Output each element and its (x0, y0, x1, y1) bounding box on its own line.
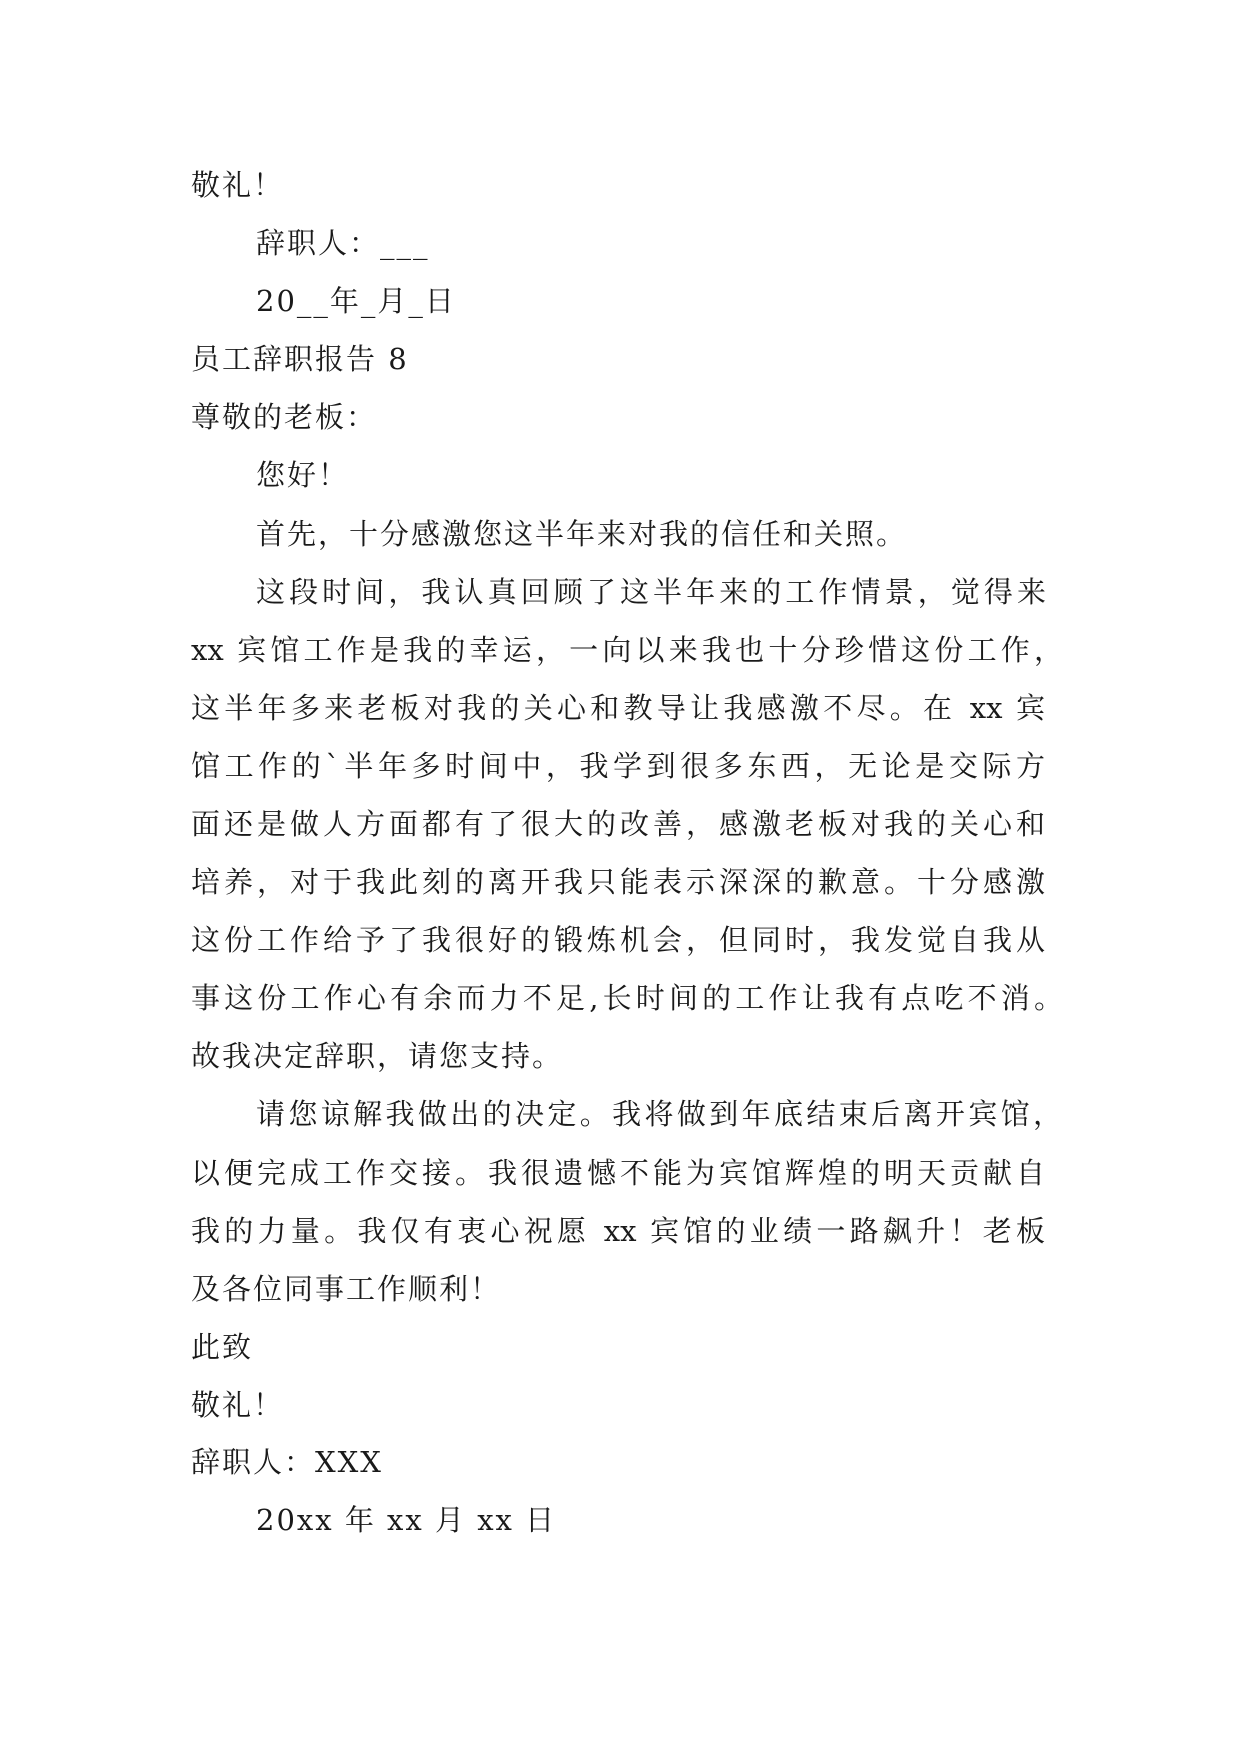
paragraph-line: 这半年多来老板对我的关心和教导让我感激不尽。在 xx 宾 (191, 691, 1045, 725)
paragraph-line: 这段时间，我认真回顾了这半年来的工作情景，觉得来 (256, 575, 1046, 609)
date-line: 20__年_月_日 (256, 284, 456, 318)
paragraph-line: xx 宾馆工作是我的幸运，一向以来我也十分珍惜这份工作， (191, 633, 1063, 667)
date-line: 20xx 年 xx 月 xx 日 (256, 1503, 557, 1537)
signature-line: 辞职人：XXX (191, 1445, 383, 1479)
paragraph-line: 这份工作给予了我很好的锻炼机会，但同时，我发觉自我从 (191, 923, 1045, 957)
paragraph-line: 事这份工作心有余而力不足,长时间的工作让我有点吃不消。 (191, 981, 1063, 1015)
paragraph-line: 我的力量。我仅有衷心祝愿 xx 宾馆的业绩一路飙升！老板 (191, 1214, 1045, 1248)
closing-phrase: 此致 (191, 1330, 254, 1364)
paragraph-line: 面还是做人方面都有了很大的改善，感激老板对我的关心和 (191, 807, 1045, 841)
paragraph-line: 首先，十分感激您这半年来对我的信任和关照。 (256, 517, 908, 551)
paragraph-line: 故我决定辞职，请您支持。 (191, 1039, 564, 1073)
signature-line: 辞职人：___ (256, 226, 430, 260)
opening-line: 您好！ (256, 458, 350, 492)
paragraph-line: 请您谅解我做出的决定。我将做到年底结束后离开宾馆， (256, 1097, 1062, 1131)
paragraph-line: 培养，对于我此刻的离开我只能表示深深的歉意。十分感激 (191, 865, 1045, 899)
paragraph-line: 馆工作的`半年多时间中，我学到很多东西，无论是交际方 (191, 749, 1045, 783)
section-heading: 员工辞职报告 8 (191, 342, 409, 376)
paragraph-line: 及各位同事工作顺利！ (191, 1272, 502, 1306)
closing-salutation: 敬礼！ (191, 1388, 285, 1422)
paragraph-line: 以便完成工作交接。我很遗憾不能为宾馆辉煌的明天贡献自 (191, 1156, 1045, 1190)
closing-salutation: 敬礼！ (191, 168, 285, 202)
greeting: 尊敬的老板： (191, 400, 378, 434)
